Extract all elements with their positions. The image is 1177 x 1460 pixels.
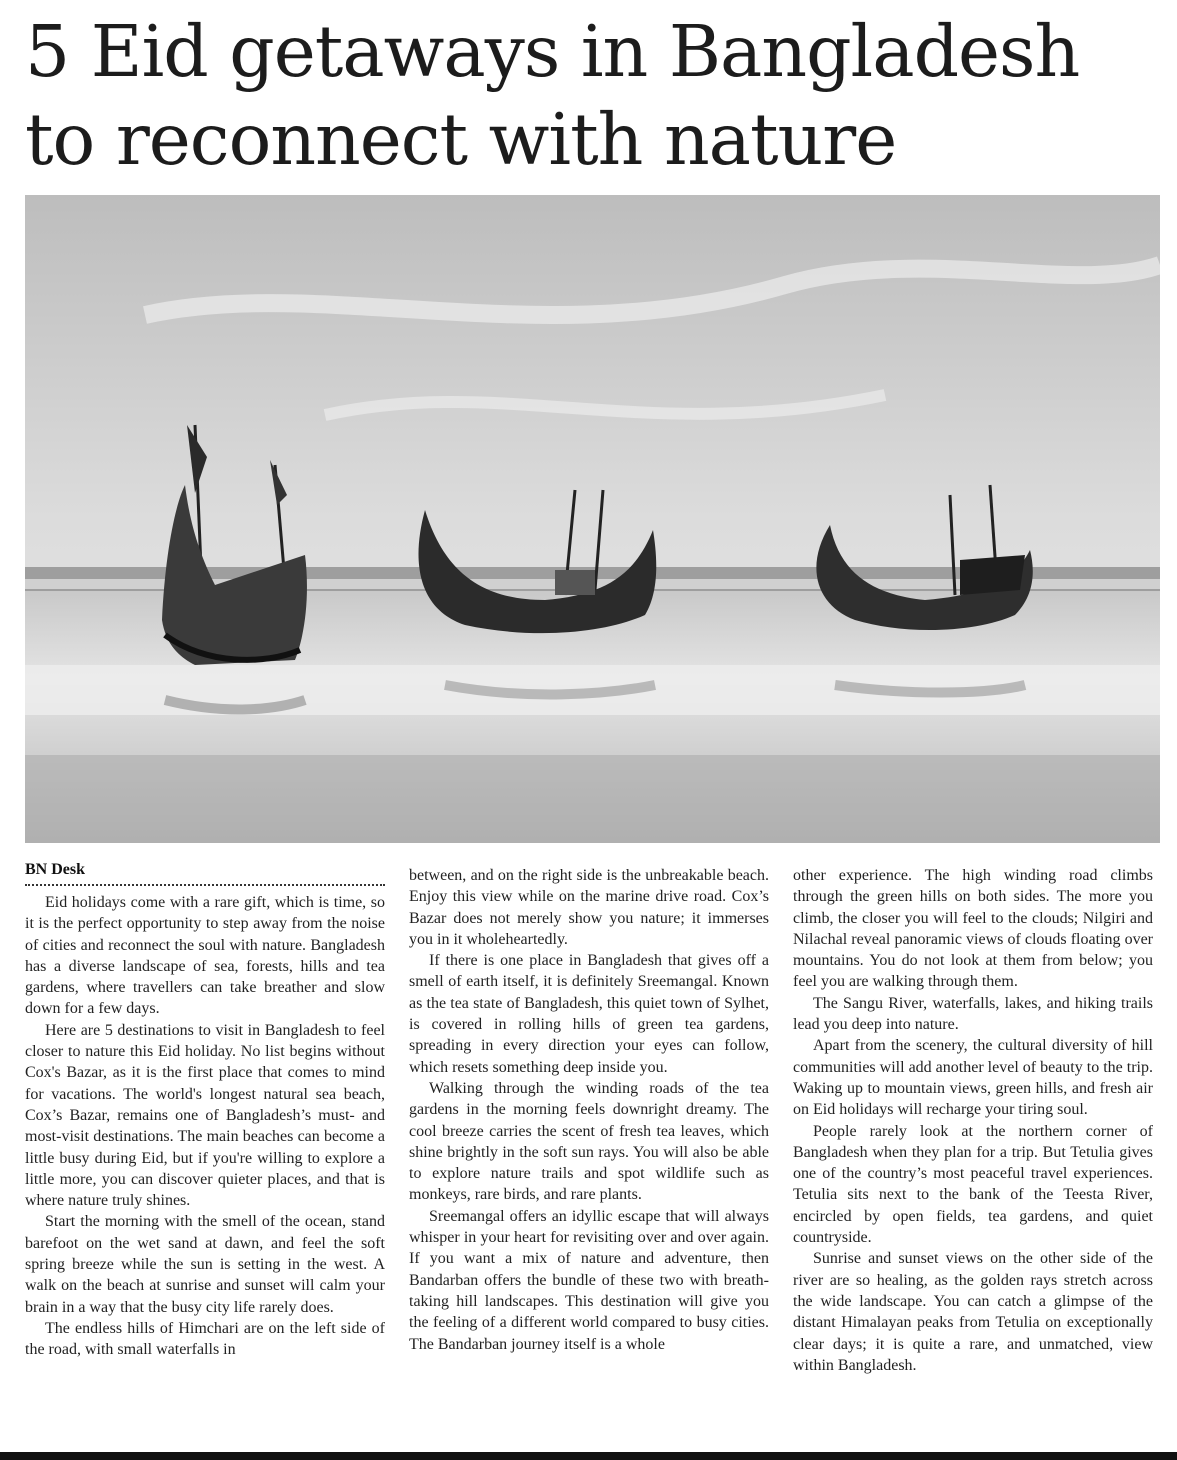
bottom-rule bbox=[0, 1452, 1177, 1460]
paragraph: The Sangu River, waterfalls, lakes, and hiking trails lead you deep into nature. bbox=[793, 994, 1153, 1034]
article-column-1 bbox=[25, 860, 385, 1361]
paragraph: Walking through the winding roads of the tea gardens in the morning feels downright dreamy. The cool breeze carries the scent of fresh tea leaves, which shine brightly in the soft sun rays. You will also be able to explore nature trails and spot wildlife such as monkeys, rare birds, and rare plants. bbox=[409, 1079, 769, 1204]
article-column-2 bbox=[409, 865, 769, 1355]
paragraph: Sreemangal offers an idyllic escape that will always whisper in your heart for revisiting over and over again. If you want a mix of nature and adventure, then Bandarban offers the bundle of these two with breath-taking hill landscapes. This destination will give you the feeling of a different world compared to busy cities. The Bandarban journey itself is a whole bbox=[409, 1207, 769, 1353]
boats-on-beach-image bbox=[25, 195, 1160, 843]
paragraph: Apart from the scenery, the cultural diversity of hill communities will add another level of beauty to the trip. Waking up to mountain views, green hills, and fresh air on Eid holidays will recharge your tiring soul. bbox=[793, 1037, 1153, 1119]
headline: 5 Eid getaways in Bangladesh to reconnect with nature bbox=[25, 10, 1080, 181]
paragraph: Sunrise and sunset views on the other side of the river are so healing, as the golden rays stretch across the wide landscape. You can catch a glimpse of the distant Himalayan peaks from Tetulia on exceptionally clear days; it is quite a rare, and unmatched, view within Bangladesh. bbox=[793, 1250, 1153, 1374]
byline: BN Desk bbox=[25, 860, 385, 886]
paragraph: The endless hills of Himchari are on the left side of the road, with small waterfalls in bbox=[25, 1319, 385, 1359]
article-column-3 bbox=[793, 865, 1153, 1376]
paragraph: between, and on the right side is the unbreakable beach. Enjoy this view while on the marine drive road. Cox’s Bazar does not merely show you nature; it immerses you in it wholeheartedly. bbox=[409, 867, 769, 948]
paragraph: People rarely look at the northern corner of Bangladesh when they plan for a trip. But Tetulia gives one of the country’s most peaceful travel experiences. Tetulia sits next to the bank of the Teesta River, encircled by open fields, tea gardens, and quiet countryside. bbox=[793, 1122, 1153, 1247]
paragraph: Start the morning with the smell of the ocean, stand barefoot on the wet sand at dawn, and feel the soft spring breeze while the sun is setting in the west. A walk on the beach at sunrise and sunset will calm your brain in a way that the busy city life rarely does. bbox=[25, 1213, 385, 1316]
paragraph: Here are 5 destinations to visit in Bangladesh to feel closer to nature this Eid holiday. No list begins without Cox's Bazar, as it is the first place that comes to mind for vacations. The world's longest natural sea beach, Cox’s Bazar, remains one of Bangladesh’s must- and most-visit destinations. The main beaches can become a little busy during Eid, but if you're willing to explore a little more, you can discover quieter places, and that is where nature truly shines. bbox=[25, 1021, 385, 1210]
article-photo bbox=[25, 195, 1160, 843]
paragraph: If there is one place in Bangladesh that gives off a smell of earth itself, it is definitely Sreemangal. Known as the tea state of Bangladesh, this quiet town of Sylhet, is covered in rolling hills of green tea gardens, spreading in every direction your eyes can follow, which resets something deep inside you. bbox=[409, 952, 769, 1076]
paragraph: Eid holidays come with a rare gift, which is time, so it is the perfect opportunity to step away from the noise of cities and reconnect the soul with nature. Bangladesh has a diverse landscape of sea, forests, hills and tea gardens, where travellers can take breather and slow down for a few days. bbox=[25, 894, 385, 1018]
paragraph: other experience. The high winding road climbs through the green hills on both sides. The more you climb, the closer you will feel to the clouds; Nilgiri and Nilachal reveal panoramic views of clouds floating over mountains. You do not look at them from below; you feel you are walking through them. bbox=[793, 867, 1153, 991]
